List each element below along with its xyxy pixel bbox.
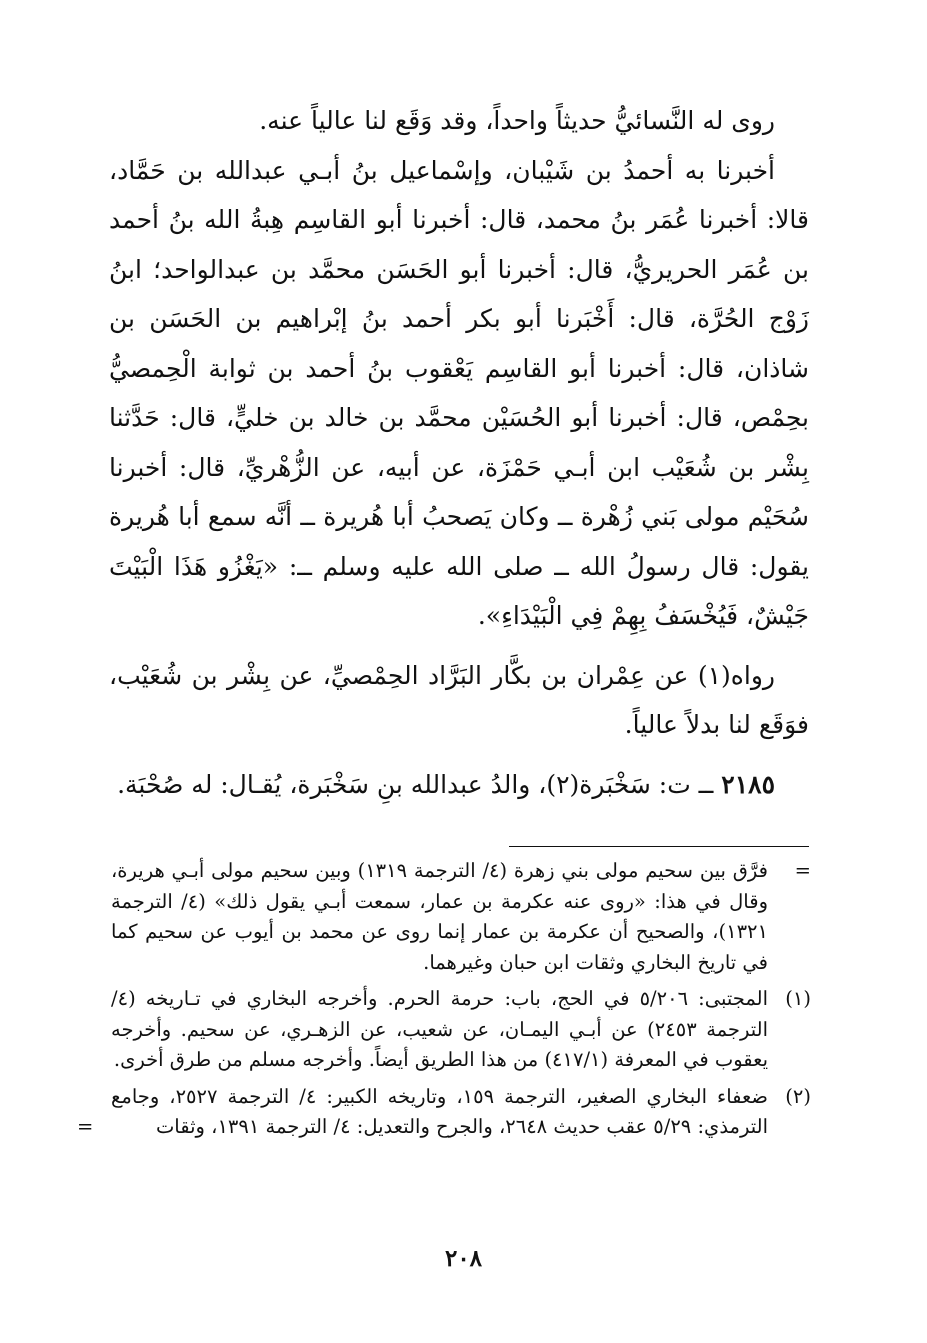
- footnote-continuation: [111, 856, 811, 978]
- entry-2185: [109, 760, 809, 810]
- footnote-2: [77, 1082, 811, 1143]
- footnote-separator-rule: [509, 846, 809, 847]
- footnote-2-continues-mark: =: [77, 1115, 94, 1138]
- footnote-2-mark: (٢): [785, 1084, 811, 1108]
- paragraph-riwaya: رواه(١) عن عِمْران بن بكَّار البَرَّاد الحِمْصيِّ، عن بِشْر بن شُعَيْب، فوَقَع لنا بدلاً عالياً.: [109, 660, 809, 739]
- footnote-1: [111, 984, 811, 1076]
- footnote-continuation-mark: =: [794, 859, 811, 882]
- entry-number: ٢١٨٥: [721, 769, 775, 799]
- main-text-block: [109, 96, 809, 809]
- paragraph-hadith-chain: أخبرنا به أحمدُ بن شَيْبان، وإسْماعيل بنُ أبـي عبدالله بن حَمَّاد، قالا: أخبرنا عُمَر بنُ محمد، قال: أخبرنا أبو القاسِم هِبةُ الله بنُ أحمد بن عُمَر الحريريُّ، قال: أخبرنا أبو الحَسَن محمَّد بن عبدالواحد؛ ابنُ زَوْج الحُرَّة، قال: أَخْبَرنا أبو بكر أحمد بنُ إبْراهيم بن الحَسَن بن شاذان، قال: أخبرنا أبو القاسِم يَعْقوب بنُ أحمد بن ثوابة الْحِمصيُّ بحِمْص، قال: أخبرنا أبو الحُسَيْن محمَّد بن خالد بن خليٍّ، قال: حَدَّثنا بِشْر بن شُعَيْب ابن أبـي حَمْزَة، عن أبيه، عن الزُّهْريِّ، قال: أخبرنا سُحَيْم مولى بَني زُهْرة ــ وكان يَصحبُ أبا هُريرة ــ أنَّه سمع أبا هُريرة يقول: قال رسولُ الله ــ صلى الله عليه وسلم ــ: «يَغْزُو هَذَا الْبَيْتَ جَيْشٌ، فَيُخْسَفُ بِهِمْ فِي الْبَيْدَاءِ».: [109, 155, 809, 630]
- paragraph-narrator-note: روى له النَّسائيُّ حديثاً واحداً، وقد وَقَع لنا عالياً عنه.: [259, 106, 775, 135]
- entry-text: ــ ت: سَخْبَرة(٢)، والدُ عبدالله بنِ سَخْبَرة، يُقـال: له صُحْبَة.: [117, 769, 714, 799]
- footnote-1-mark: (١): [785, 987, 811, 1010]
- footnotes-block: [77, 856, 811, 1149]
- footnote-1-text: المجتبى: ٥/٢٠٦ في الحج، باب: حرمة الحرم. وأخرجه البخاري في تـاريخه (٤/ الترجمة ٢٤٥٣) عن أبـي اليمـان، عن شعيب، عن الزهـري، عن سحيم. وأخرجه يعقوب في المعرفة (٤١٧/١) من هذا الطريق أيضاً. وأخرجه مسلم من طرق أخرى.: [111, 987, 768, 1071]
- footnote-2-text: ضعفاء البخاري الصغير، الترجمة ١٥٩، وتاريخه الكبير: ٤/ الترجمة ٢٥٢٧، وجامع الترمذي: ٥/٢٩ عقب حديث ٢٦٤٨، والجرح والتعديل: ٤/ الترجمة ١٣٩١، وثقات: [111, 1084, 768, 1138]
- footnote-continuation-text: فرَّق بين سحيم مولى بني زهرة (٤/ الترجمة ١٣١٩) وبين سحيم مولى أبـي هريرة، وقال في هذا: «روى عنه عكرمة بن عمار، سمعت أبـي يقول ذلك» (٤/ الترجمة ١٣٢١)، والصحيح أن عكرمة بن عمار إنما روى عن محمد بن أيوب عن سحيم كما في تاريخ البخاري وثقات ابن حبان وغيرهما.: [111, 859, 768, 974]
- page-number: ٢٠٨: [444, 1245, 483, 1272]
